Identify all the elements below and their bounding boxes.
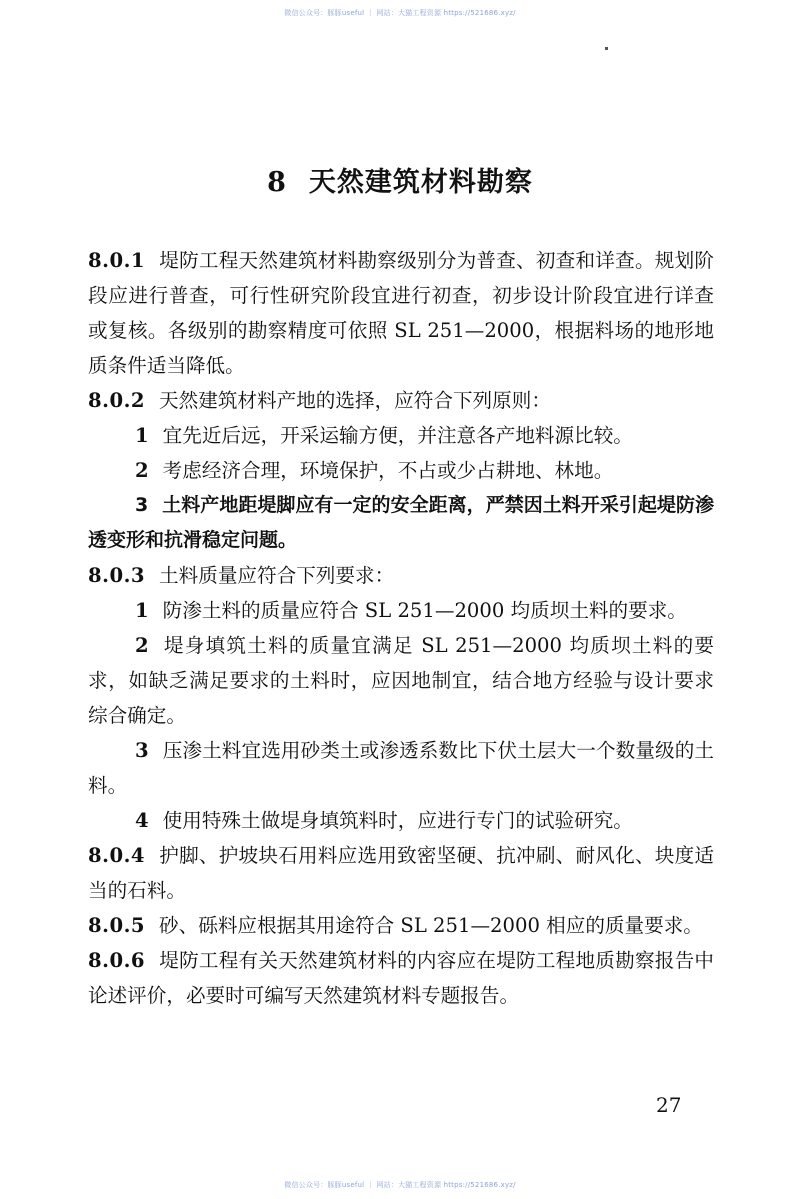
list-item — [88, 628, 714, 733]
item-text: 压渗土料宜选用砂类土或渗透系数比下伏土层大一个数量级的土料。 — [88, 739, 714, 797]
item-text: 防渗土料的质量应符合 SL 251—2000 均质坝土料的要求。 — [162, 599, 687, 622]
clause-8-0-3 — [88, 558, 714, 593]
item-number: 1 — [135, 599, 149, 622]
list-item — [88, 733, 714, 803]
watermark-top: 微信公众号：豚豚useful ｜ 网站：大猫工程资源 https://521686.xyz/ — [284, 9, 516, 17]
list-item-emphasized — [88, 488, 714, 558]
clause-8-0-4 — [88, 838, 714, 908]
item-text: 堤身填筑土料的质量宜满足 SL 251—2000 均质坝土料的要求，如缺乏满足要求的土料时，应因地制宜，结合地方经验与设计要求综合确定。 — [88, 634, 714, 727]
clause-number: 8.0.4 — [88, 844, 146, 867]
chapter-title-text: 天然建筑材料勘察 — [308, 167, 533, 198]
clause-text: 堤防工程有关天然建筑材料的内容应在堤防工程地质勘察报告中论述评价，必要时可编写天然建筑材料专题报告。 — [88, 949, 714, 1007]
list-item — [88, 453, 714, 488]
clause-number: 8.0.5 — [88, 914, 146, 937]
item-number: 3 — [135, 739, 149, 762]
page-number: 27 — [656, 1093, 682, 1117]
clause-text: 堤防工程天然建筑材料勘察级别分为普查、初查和详查。规划阶段应进行普查，可行性研究阶段宜进行初查，初步设计阶段宜进行详查或复核。各级别的勘察精度可依照 SL 251—2000，根据料场的地形地质条件适当降低。 — [88, 249, 714, 377]
item-text: 土料产地距堤脚应有一定的安全距离，严禁因土料开采引起堤防渗透变形和抗滑稳定问题。 — [88, 494, 714, 551]
item-text: 使用特殊土做堤身填筑料时，应进行专门的试验研究。 — [162, 809, 633, 832]
item-number: 4 — [135, 809, 149, 832]
clause-8-0-2 — [88, 383, 714, 418]
item-number: 2 — [135, 459, 149, 482]
clause-text: 土料质量应符合下列要求： — [159, 564, 395, 587]
scan-speck — [605, 47, 608, 50]
clause-number: 8.0.6 — [88, 949, 146, 972]
watermark-bottom: 微信公众号：豚豚useful ｜ 网站：大猫工程资源 https://521686.xyz/ — [284, 1181, 516, 1189]
item-number: 2 — [135, 634, 149, 657]
list-item — [88, 803, 714, 838]
list-item — [88, 593, 714, 628]
clause-8-0-5 — [88, 908, 714, 943]
clause-8-0-1 — [88, 243, 714, 383]
document-body — [88, 243, 714, 1013]
clause-text: 天然建筑材料产地的选择，应符合下列原则： — [159, 389, 551, 412]
clause-number: 8.0.1 — [88, 249, 146, 272]
item-text: 考虑经济合理，环境保护，不占或少占耕地、林地。 — [162, 459, 614, 482]
item-text: 宜先近后远，开采运输方便，并注意各产地料源比较。 — [162, 424, 633, 447]
chapter-number: 8 — [267, 167, 287, 198]
item-number: 1 — [135, 424, 149, 447]
clause-number: 8.0.2 — [88, 389, 146, 412]
clause-number: 8.0.3 — [88, 564, 146, 587]
list-item — [88, 418, 714, 453]
item-number: 3 — [135, 494, 149, 516]
clause-text: 护脚、护坡块石用料应选用致密坚硬、抗冲刷、耐风化、块度适当的石料。 — [88, 844, 714, 902]
clause-8-0-6 — [88, 943, 714, 1013]
clause-text: 砂、砾料应根据其用途符合 SL 251—2000 相应的质量要求。 — [159, 914, 703, 937]
chapter-title — [0, 160, 800, 199]
